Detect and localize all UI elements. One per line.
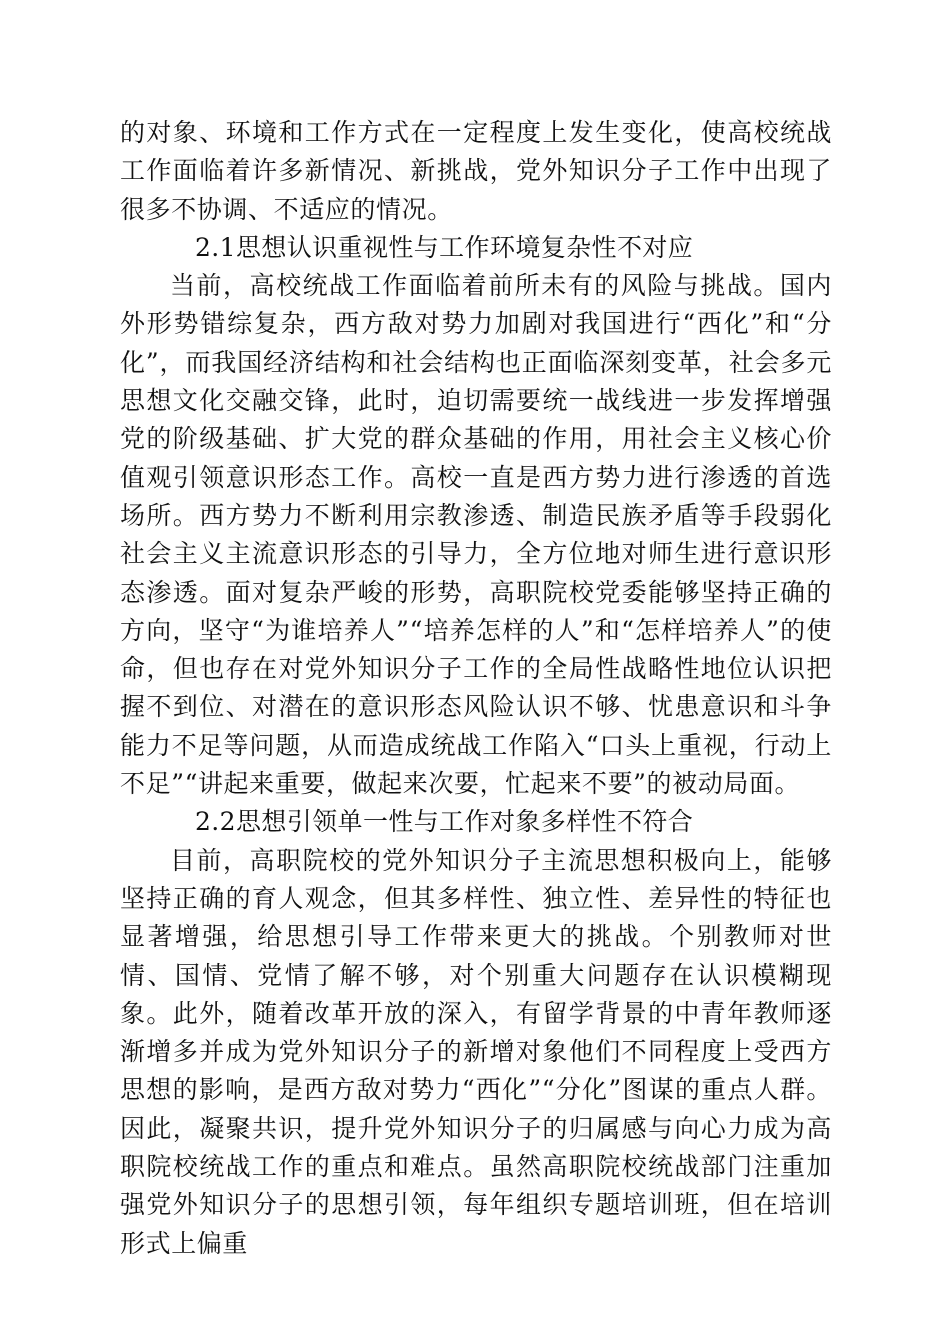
section-heading-2-1: 2.1思想认识重视性与工作环境复杂性不对应 bbox=[195, 232, 694, 262]
body-paragraph: 当前，高校统战工作面临着前所未有的风险与挑战。国内外形势错综复杂，西方敌对势力加剧对我国进行“西化”和“分化”，而我国经济结构和社会结构也正面临深刻变革，社会多元思想文化交融交锋，此时，迫切需要统一战线进一步发挥增强党的阶级基础、扩大党的群众基础的作用，用社会主义核心价值观引领意识形态工作。高校一直是西方势力进行渗透的首选场所。西方势力不断利用宗教渗透、制造民族矛盾等手段弱化社会主义主流意识形态的引导力，全方位地对师生进行意识形态渗透。面对复杂严峻的形势，高职院校党委能够坚持正确的方向，坚守“为谁培养人”“培养怎样的人”和“怎样培养人”的使命，但也存在对党外知识分子工作的全局性战略性地位认识把握不到位、对潜在的意识形态风险认识不够、忧患意识和斗争能力不足等问题，从而造成统战工作陷入“口头上重视，行动上不足”“讲起来重要，做起来次要，忙起来不要”的被动局面。 bbox=[120, 271, 832, 799]
document-body bbox=[120, 114, 832, 1263]
body-paragraph: 目前，高职院校的党外知识分子主流思想积极向上，能够坚持正确的育人观念，但其多样性、独立性、差异性的特征也显著增强，给思想引导工作带来更大的挑战。个别教师对世情、国情、党情了解不够，对个别重大问题存在认识模糊现象。此外，随着改革开放的深入，有留学背景的中青年教师逐渐增多并成为党外知识分子的新增对象他们不同程度上受西方思想的影响，是西方敌对势力“西化”“分化”图谋的重点人群。因此，凝聚共识，提升党外知识分子的归属感与向心力成为高职院校统战工作的重点和难点。虽然高职院校统战部门注重加强党外知识分子的思想引领，每年组织专题培训班，但在培训形式上偏重 bbox=[120, 845, 832, 1258]
body-paragraph: 的对象、环境和工作方式在一定程度上发生变化，使高校统战工作面临着许多新情况、新挑战，党外知识分子工作中出现了很多不协调、不适应的情况。 bbox=[120, 118, 832, 224]
section-heading-2-2: 2.2思想引领单一性与工作对象多样性不符合 bbox=[195, 807, 694, 837]
